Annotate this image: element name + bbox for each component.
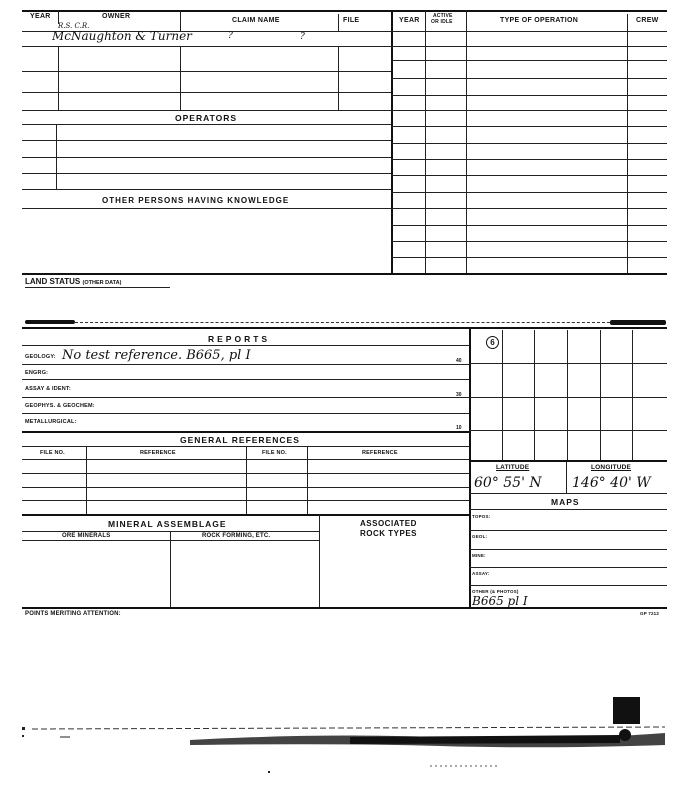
other-persons-heading: OTHER PERSONS HAVING KNOWLEDGE <box>102 196 290 205</box>
sep <box>319 514 320 608</box>
header-year: YEAR <box>30 13 51 20</box>
geology-num: 40 <box>456 358 462 364</box>
scan-smudge <box>25 320 75 324</box>
header-year-2: YEAR <box>399 17 420 24</box>
rock-types-heading: ROCK TYPES <box>360 529 418 538</box>
row-line <box>22 173 391 174</box>
metallurgical-label: METALLURGICAL: <box>25 419 77 425</box>
assay-num: 30 <box>456 392 462 398</box>
ref-file-no-2: FILE NO. <box>262 450 287 456</box>
land-status-heading <box>25 277 121 286</box>
row-line <box>22 514 469 516</box>
sep <box>58 46 59 110</box>
rock-forming-label: ROCK FORMING, ETC. <box>202 533 271 539</box>
grid-h <box>469 397 667 398</box>
sep <box>338 14 339 32</box>
row-line <box>22 364 469 365</box>
other-photos-label: OTHER (& PHOTOS) <box>472 589 519 594</box>
ref-file-no-1: FILE NO. <box>40 450 65 456</box>
topos-label: TOPOS: <box>472 514 491 519</box>
associated-heading: ASSOCIATED <box>360 519 417 528</box>
row-line <box>22 345 469 346</box>
row-line <box>469 509 667 510</box>
divider-crew <box>627 14 628 274</box>
sep <box>246 446 247 514</box>
row-line <box>469 493 667 494</box>
form-number: GP 7212 <box>640 611 660 616</box>
reports-right-divider <box>469 327 471 608</box>
header-claim-name: CLAIM NAME <box>232 17 280 24</box>
row-line <box>22 157 391 158</box>
reports-heading: REPORTS <box>208 334 271 344</box>
top-table-bottom <box>22 273 667 275</box>
latitude-label: LATITUDE <box>496 464 530 471</box>
row-line <box>391 60 667 61</box>
ref-reference-2: REFERENCE <box>362 450 398 456</box>
reports-top-border <box>22 327 667 329</box>
points-meriting-attention: POINTS MERITING ATTENTION: <box>25 611 121 617</box>
header-type-of-operation: TYPE OF OPERATION <box>500 17 579 24</box>
grid-v <box>600 330 601 460</box>
geophys-label: GEOPHYS. & GEOCHEM: <box>25 403 95 409</box>
row-line <box>391 241 667 242</box>
row-line <box>391 78 667 79</box>
ore-minerals-label: ORE MINERALS <box>62 533 111 539</box>
geol-label: GEOL: <box>472 534 488 539</box>
grid-h <box>469 460 667 462</box>
row-line <box>22 110 391 111</box>
assay-map-label: ASSAY: <box>472 571 490 576</box>
mineral-assemblage-heading: MINERAL ASSEMBLAGE <box>108 519 227 529</box>
row-line <box>22 189 391 190</box>
operators-heading: OPERATORS <box>175 113 238 123</box>
row-line <box>391 95 667 96</box>
land-status-underline <box>25 287 170 288</box>
geology-value: No test reference. B665, pl I <box>62 348 251 363</box>
sep <box>338 46 339 110</box>
bottom-border <box>22 607 667 609</box>
general-references-heading: GENERAL REFERENCES <box>180 435 300 445</box>
row-line <box>469 530 667 531</box>
row-line <box>22 124 391 125</box>
divider-main <box>391 10 393 274</box>
engrg-label: ENGRG: <box>25 370 49 376</box>
divider-active <box>425 10 426 274</box>
row-line <box>469 549 667 550</box>
maps-heading: MAPS <box>551 497 580 507</box>
row-line <box>469 585 667 586</box>
band-line <box>75 322 610 323</box>
scan-noise-band <box>20 715 668 775</box>
grid-v <box>632 330 633 460</box>
row-line <box>391 143 667 144</box>
header-owner: OWNER <box>102 13 131 20</box>
row-line <box>22 431 469 433</box>
divider-type <box>466 10 467 274</box>
header-active: ACTIVE <box>433 13 453 19</box>
row-line <box>22 71 391 72</box>
metallurgical-num: 10 <box>456 425 462 431</box>
other-photos-value: B665 pl I <box>472 594 528 608</box>
row-line <box>391 208 667 209</box>
sep <box>180 46 181 110</box>
row-line <box>391 159 667 160</box>
row-line <box>22 208 391 209</box>
row-line <box>22 46 391 47</box>
row-line <box>391 126 667 127</box>
grid-h <box>469 430 667 431</box>
row-line <box>391 175 667 176</box>
owner-name-entry: McNaughton & Turner <box>52 29 192 43</box>
row-line <box>391 192 667 193</box>
row-line <box>22 397 469 398</box>
land-status-label: LAND STATUS <box>25 277 81 286</box>
sep <box>307 446 308 514</box>
header-crew: CREW <box>636 17 659 24</box>
sep <box>170 531 171 608</box>
land-status-sub: (OTHER DATA) <box>82 280 122 286</box>
grid-v <box>534 330 535 460</box>
scan-smudge <box>610 320 666 325</box>
header-file: FILE <box>343 17 360 24</box>
top-border <box>22 10 667 12</box>
row-line <box>391 46 667 47</box>
mine-label: MINE: <box>472 553 486 558</box>
grid-v <box>502 330 503 460</box>
row-line <box>22 413 469 414</box>
row-line <box>391 110 667 111</box>
row-line <box>469 567 667 568</box>
latitude-value: 60° 55' N <box>474 475 542 491</box>
row-line <box>22 92 391 93</box>
row-line <box>22 379 469 380</box>
assay-label: ASSAY & IDENT: <box>25 386 71 392</box>
claim-question-2: ? <box>300 32 305 42</box>
longitude-label: LONGITUDE <box>591 464 632 471</box>
ref-reference-1: REFERENCE <box>140 450 176 456</box>
header-or-idle: OR IDLE <box>431 19 453 25</box>
grid-marker-icon: 6 <box>486 336 499 349</box>
grid-v <box>567 330 568 460</box>
geology-label: GEOLOGY: <box>25 354 56 360</box>
longitude-value: 146° 40' W <box>572 475 651 491</box>
row-line <box>391 225 667 226</box>
sep <box>86 446 87 514</box>
grid-h <box>469 363 667 364</box>
sep <box>566 462 567 493</box>
row-line <box>22 140 391 141</box>
owner-superscripts: R.S. C.R. <box>58 22 90 30</box>
row-line <box>391 257 667 258</box>
sep <box>56 124 57 189</box>
claim-question-1: ? <box>228 31 233 41</box>
